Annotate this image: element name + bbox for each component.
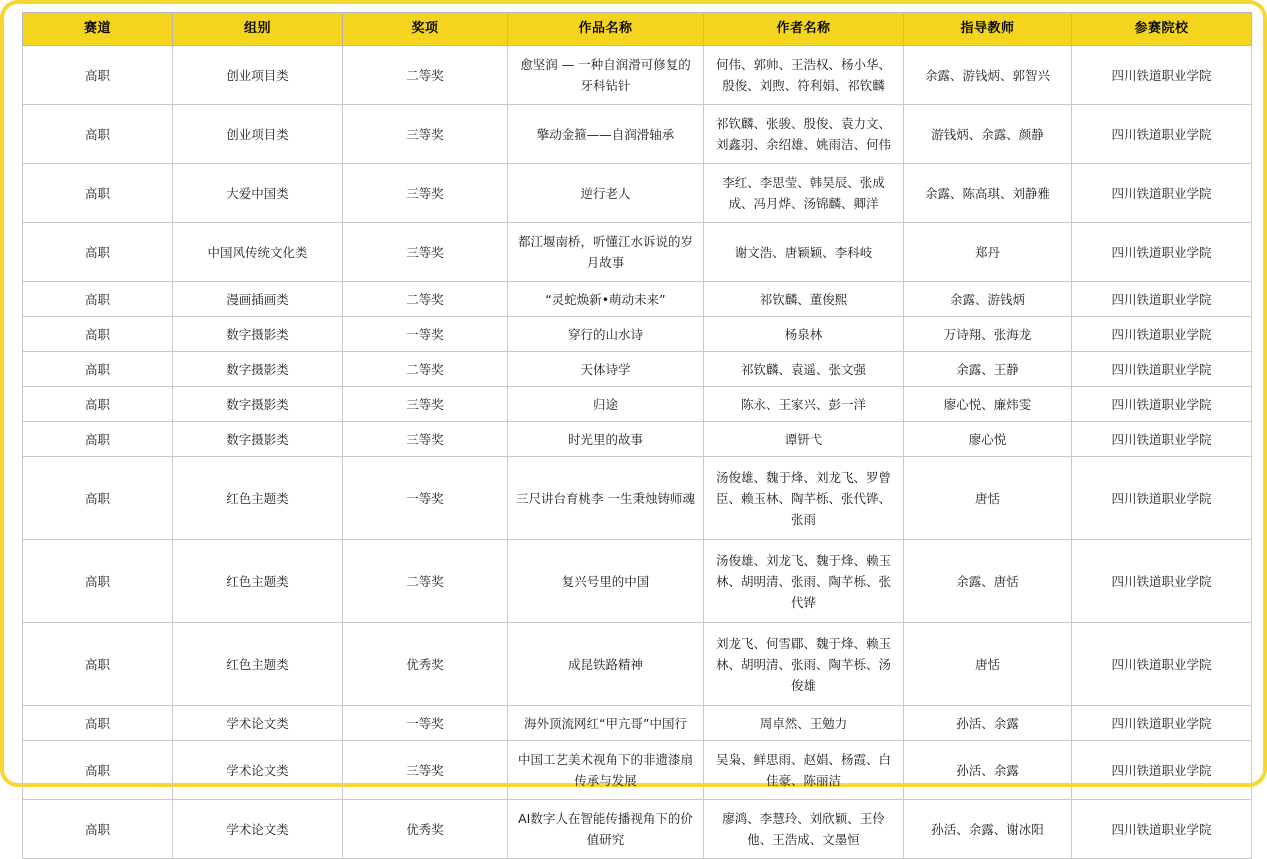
cell-teachers: 游钱炳、余露、颜静 <box>904 105 1072 164</box>
cell-group: 数字摄影类 <box>173 352 343 387</box>
cell-teachers: 孙活、余露 <box>904 741 1072 800</box>
cell-teachers: 余露、游钱炳、郭智兴 <box>904 46 1072 105</box>
cell-school: 四川铁道职业学院 <box>1072 105 1252 164</box>
table-row <box>23 457 1252 540</box>
cell-teachers: 孙活、余露、谢冰阳 <box>904 800 1072 859</box>
cell-group: 大爱中国类 <box>173 164 343 223</box>
cell-school: 四川铁道职业学院 <box>1072 387 1252 422</box>
cell-work: 海外顶流网红“甲亢哥”中国行 <box>508 706 704 741</box>
cell-group: 创业项目类 <box>173 105 343 164</box>
table-row <box>23 706 1252 741</box>
cell-group: 中国风传统文化类 <box>173 223 343 282</box>
table-header-row <box>23 13 1252 46</box>
cell-work: 三尺讲台育桃李 一生秉烛铸师魂 <box>508 457 704 540</box>
cell-track: 高职 <box>23 105 173 164</box>
table-row <box>23 317 1252 352</box>
cell-award: 优秀奖 <box>343 800 508 859</box>
cell-teachers: 唐恬 <box>904 623 1072 706</box>
cell-award: 三等奖 <box>343 164 508 223</box>
cell-school: 四川铁道职业学院 <box>1072 223 1252 282</box>
table-row <box>23 623 1252 706</box>
column-header-track: 赛道 <box>23 13 173 46</box>
cell-authors: 汤俊雄、魏于烽、刘龙飞、罗曾臣、赖玉林、陶芊栎、张代铧、张雨 <box>704 457 904 540</box>
cell-school: 四川铁道职业学院 <box>1072 540 1252 623</box>
cell-track: 高职 <box>23 623 173 706</box>
column-header-authors: 作者名称 <box>704 13 904 46</box>
cell-school: 四川铁道职业学院 <box>1072 422 1252 457</box>
cell-teachers: 唐恬 <box>904 457 1072 540</box>
table-row <box>23 387 1252 422</box>
cell-track: 高职 <box>23 741 173 800</box>
cell-work: 成昆铁路精神 <box>508 623 704 706</box>
cell-school: 四川铁道职业学院 <box>1072 741 1252 800</box>
table-row <box>23 46 1252 105</box>
cell-award: 一等奖 <box>343 317 508 352</box>
cell-authors: 周卓然、王勉力 <box>704 706 904 741</box>
cell-teachers: 郑丹 <box>904 223 1072 282</box>
cell-track: 高职 <box>23 223 173 282</box>
cell-award: 二等奖 <box>343 540 508 623</box>
cell-track: 高职 <box>23 387 173 422</box>
cell-work: AI数字人在智能传播视角下的价值研究 <box>508 800 704 859</box>
cell-track: 高职 <box>23 706 173 741</box>
cell-authors: 祁钦麟、张骏、殷俊、袁力文、刘鑫羽、余绍雄、姚雨洁、何伟 <box>704 105 904 164</box>
cell-work: 都江堰南桥，听懂江水诉说的岁月故事 <box>508 223 704 282</box>
cell-work: 中国工艺美术视角下的非遗漆扇传承与发展 <box>508 741 704 800</box>
cell-work: 逆行老人 <box>508 164 704 223</box>
cell-track: 高职 <box>23 800 173 859</box>
cell-teachers: 余露、唐恬 <box>904 540 1072 623</box>
cell-group: 数字摄影类 <box>173 422 343 457</box>
cell-award: 三等奖 <box>343 105 508 164</box>
cell-teachers: 余露、游钱炳 <box>904 282 1072 317</box>
cell-group: 红色主题类 <box>173 540 343 623</box>
cell-track: 高职 <box>23 282 173 317</box>
cell-work: 时光里的故事 <box>508 422 704 457</box>
table-header <box>23 13 1252 46</box>
cell-school: 四川铁道职业学院 <box>1072 623 1252 706</box>
cell-authors: 谭钘弋 <box>704 422 904 457</box>
cell-work: 擎动金箍——自润滑轴承 <box>508 105 704 164</box>
cell-work: 愈坚润 — 一种自润滑可修复的牙科钻针 <box>508 46 704 105</box>
cell-authors: 廖鸿、李慧玲、刘欣颖、王伶他、王浩成、文墨恒 <box>704 800 904 859</box>
cell-teachers: 万诗翔、张海龙 <box>904 317 1072 352</box>
cell-track: 高职 <box>23 457 173 540</box>
cell-award: 一等奖 <box>343 706 508 741</box>
cell-teachers: 廖心悦 <box>904 422 1072 457</box>
cell-authors: 祁钦麟、董俊熙 <box>704 282 904 317</box>
cell-group: 学术论文类 <box>173 800 343 859</box>
cell-work: 复兴号里的中国 <box>508 540 704 623</box>
cell-authors: 祁钦麟、袁遥、张文强 <box>704 352 904 387</box>
cell-award: 三等奖 <box>343 741 508 800</box>
table-body <box>23 46 1252 859</box>
cell-track: 高职 <box>23 540 173 623</box>
cell-award: 三等奖 <box>343 387 508 422</box>
table-row <box>23 352 1252 387</box>
cell-school: 四川铁道职业学院 <box>1072 317 1252 352</box>
cell-school: 四川铁道职业学院 <box>1072 800 1252 859</box>
cell-school: 四川铁道职业学院 <box>1072 46 1252 105</box>
cell-award: 二等奖 <box>343 46 508 105</box>
cell-authors: 谢文浩、唐颖颖、李科岐 <box>704 223 904 282</box>
table-row <box>23 741 1252 800</box>
cell-group: 数字摄影类 <box>173 387 343 422</box>
column-header-award: 奖项 <box>343 13 508 46</box>
column-header-group: 组别 <box>173 13 343 46</box>
cell-track: 高职 <box>23 352 173 387</box>
cell-group: 红色主题类 <box>173 457 343 540</box>
cell-authors: 何伟、郭帅、王浩权、杨小华、殷俊、刘煦、符利娟、祁钦麟 <box>704 46 904 105</box>
cell-group: 学术论文类 <box>173 741 343 800</box>
table-row <box>23 800 1252 859</box>
cell-award: 一等奖 <box>343 457 508 540</box>
cell-teachers: 余露、王静 <box>904 352 1072 387</box>
cell-teachers: 余露、陈高琪、刘静雅 <box>904 164 1072 223</box>
column-header-work: 作品名称 <box>508 13 704 46</box>
cell-award: 三等奖 <box>343 422 508 457</box>
cell-award: 优秀奖 <box>343 623 508 706</box>
cell-work: 归途 <box>508 387 704 422</box>
table-row <box>23 164 1252 223</box>
cell-track: 高职 <box>23 317 173 352</box>
cell-group: 漫画插画类 <box>173 282 343 317</box>
cell-authors: 杨泉林 <box>704 317 904 352</box>
table-row <box>23 223 1252 282</box>
cell-school: 四川铁道职业学院 <box>1072 457 1252 540</box>
cell-track: 高职 <box>23 422 173 457</box>
cell-group: 红色主题类 <box>173 623 343 706</box>
cell-authors: 汤俊雄、刘龙飞、魏于烽、赖玉林、胡明清、张雨、陶芊栎、张代铧 <box>704 540 904 623</box>
cell-authors: 刘龙飞、何雪郿、魏于烽、赖玉林、胡明清、张雨、陶芊栎、汤俊雄 <box>704 623 904 706</box>
cell-group: 数字摄影类 <box>173 317 343 352</box>
cell-school: 四川铁道职业学院 <box>1072 164 1252 223</box>
cell-authors: 吴枭、鲜思雨、赵娟、杨霞、白佳豪、陈丽洁 <box>704 741 904 800</box>
cell-authors: 李红、李思莹、韩昊辰、张成成、冯月烨、汤锦麟、卿洋 <box>704 164 904 223</box>
cell-work: 穿行的山水诗 <box>508 317 704 352</box>
cell-school: 四川铁道职业学院 <box>1072 282 1252 317</box>
table-row <box>23 105 1252 164</box>
award-table <box>22 12 1252 859</box>
table-row <box>23 540 1252 623</box>
cell-school: 四川铁道职业学院 <box>1072 706 1252 741</box>
cell-work: “灵蛇焕新•萌动未来” <box>508 282 704 317</box>
column-header-teachers: 指导教师 <box>904 13 1072 46</box>
cell-award: 三等奖 <box>343 223 508 282</box>
cell-track: 高职 <box>23 164 173 223</box>
cell-teachers: 廖心悦、廉炜雯 <box>904 387 1072 422</box>
table-row <box>23 282 1252 317</box>
cell-group: 学术论文类 <box>173 706 343 741</box>
column-header-school: 参赛院校 <box>1072 13 1252 46</box>
cell-award: 二等奖 <box>343 352 508 387</box>
cell-work: 天体诗学 <box>508 352 704 387</box>
cell-teachers: 孙活、余露 <box>904 706 1072 741</box>
cell-track: 高职 <box>23 46 173 105</box>
cell-school: 四川铁道职业学院 <box>1072 352 1252 387</box>
cell-authors: 陈永、王家兴、彭一洋 <box>704 387 904 422</box>
cell-award: 二等奖 <box>343 282 508 317</box>
table-row <box>23 422 1252 457</box>
cell-group: 创业项目类 <box>173 46 343 105</box>
